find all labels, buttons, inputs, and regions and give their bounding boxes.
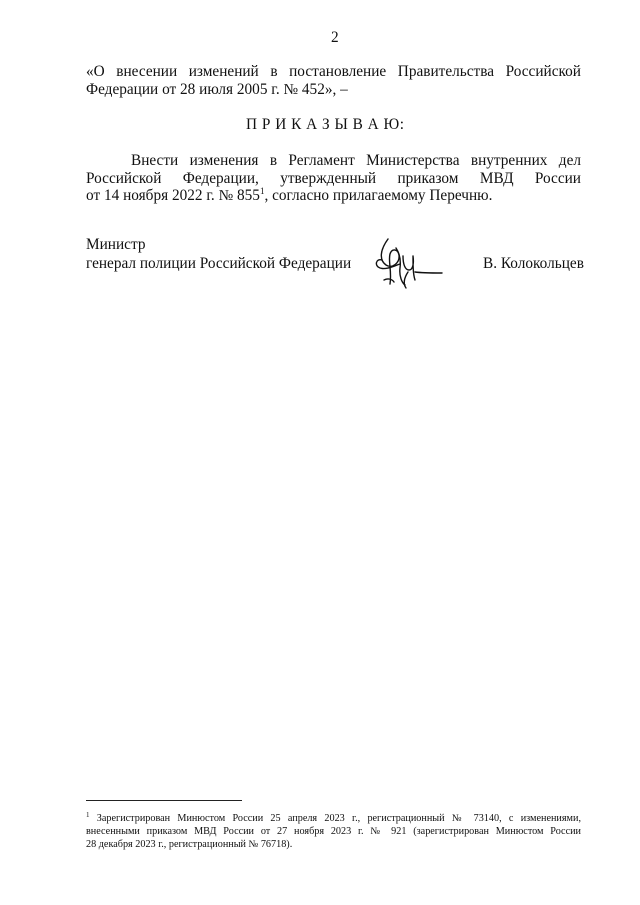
order-body-line-3 (86, 188, 492, 203)
footnote-marker: 1 (86, 811, 90, 819)
order-reference: от 14 ноября 2022 г. № 855 (86, 187, 260, 204)
intro-line-1: «О внесении изменений в постановление Правительства Российской (86, 63, 581, 80)
footnote-text-1: Зарегистрирован Минюстом России 25 апреля 2023 г., регистрационный № 73140, с изменениями, (96, 813, 582, 824)
intro-line-2: Федерации от 28 июля 2005 г. № 452», – (86, 81, 348, 98)
footnote-line-1 (86, 811, 582, 824)
order-body-line-1: Внести изменения в Регламент Министерства внутренних дел (131, 152, 581, 169)
footnote-line-3: 28 декабря 2023 г., регистрационный № 76718). (86, 839, 293, 850)
handwritten-signature (370, 236, 450, 292)
signatory-title: Министр (86, 236, 146, 253)
order-body-tail: , согласно прилагаемому Перечню. (264, 187, 493, 204)
page-number: 2 (331, 29, 339, 46)
footnote-line-2: внесенными приказом МВД России от 27 ноября 2023 г. № 921 (зарегистрирован Минюстом России (86, 826, 581, 837)
order-body-line-2: Российской Федерации, утвержденный приказом МВД России (86, 170, 581, 187)
footnote-reference: 1 (259, 186, 265, 196)
order-heading: П Р И К А З Ы В А Ю: (246, 116, 405, 133)
signatory-rank: генерал полиции Российской Федерации (86, 255, 352, 272)
footnote-separator (86, 800, 242, 801)
signatory-name: В. Колокольцев (483, 255, 584, 272)
